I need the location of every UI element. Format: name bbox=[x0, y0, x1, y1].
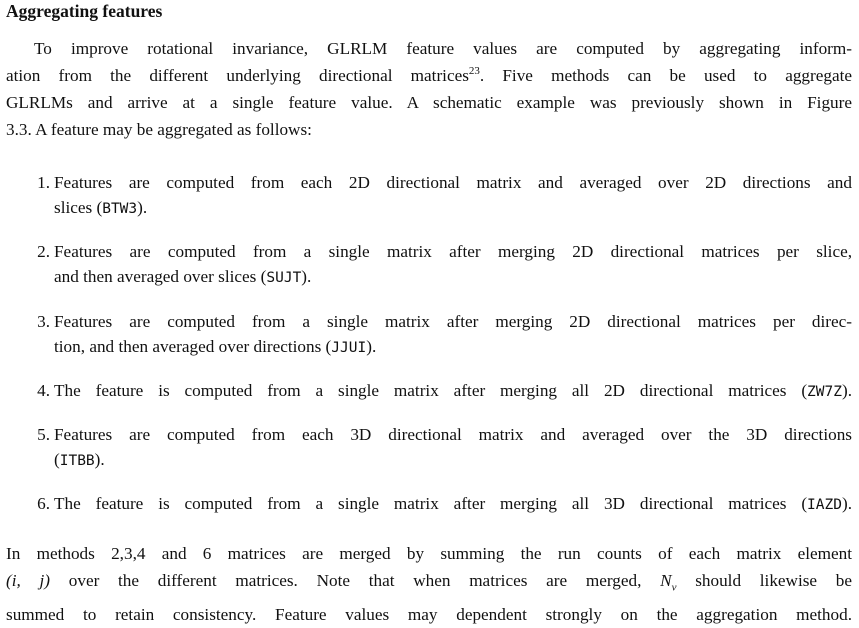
list-item-text: ). bbox=[94, 450, 105, 469]
section-heading: Aggregating features bbox=[6, 1, 163, 21]
list-item-line: Features are computed from a single matrix after merging 2D directional matrices per slice, bbox=[54, 242, 852, 261]
list-item-number: 2. bbox=[37, 242, 50, 261]
method-code: ZW7Z bbox=[807, 384, 842, 400]
list-item-number: 3. bbox=[37, 312, 50, 331]
list-item-line: Features are computed from each 3D directional matrix and averaged over the 3D directions bbox=[54, 425, 852, 444]
method-code: BTW3 bbox=[102, 201, 138, 217]
list-item-line: Features are computed from a single matrix after merging 2D directional matrices per direc- bbox=[54, 312, 852, 331]
list-item-number: 1. bbox=[37, 173, 50, 192]
list-item-line bbox=[54, 447, 852, 474]
list-item-text: The feature is computed from a single matrix after merging all 3D directional matrices ( bbox=[54, 494, 808, 513]
intro-line-3-text: GLRLMs and arrive at a single feature value. A schematic example was previously shown in Figure bbox=[6, 93, 852, 112]
list-item-line bbox=[54, 264, 852, 291]
variable-subscript: v bbox=[671, 581, 677, 594]
list-item-text: ). bbox=[137, 198, 148, 217]
footnote-reference: 23 bbox=[468, 65, 480, 77]
list-item-line: Features are computed from each 2D directional matrix and averaged over 2D directions and bbox=[54, 173, 852, 192]
list-item-line bbox=[54, 334, 852, 361]
index-pair-math: (i, j) bbox=[6, 571, 51, 590]
intro-line-1-text: To improve rotational invariance, GLRLM feature values are computed by aggregating inform- bbox=[34, 39, 852, 58]
list-item-text: and then averaged over slices ( bbox=[54, 267, 267, 286]
closing-paragraph bbox=[6, 540, 852, 628]
intro-line-2-text-b: . Five methods can be used to aggregate bbox=[479, 66, 852, 85]
closing-line-2 bbox=[6, 567, 852, 601]
list-item-number: 5. bbox=[37, 425, 50, 444]
closing-line-2-text-a: over the different matrices. Note that when matrices are merged, bbox=[50, 571, 661, 590]
list-item-text: slices ( bbox=[54, 198, 103, 217]
closing-line-1: In methods 2,3,4 and 6 matrices are merged by summing the run counts of each matrix element bbox=[6, 544, 852, 563]
list-item-line bbox=[54, 195, 852, 222]
list-item-text: ). bbox=[301, 267, 312, 286]
list-item-text: ). bbox=[366, 337, 377, 356]
list-item-text: tion, and then averaged over directions ( bbox=[54, 337, 332, 356]
list-item-text: ). bbox=[841, 381, 852, 400]
list-item-text: The feature is computed from a single matrix after merging all 2D directional matrices ( bbox=[54, 381, 808, 400]
method-code: JJUI bbox=[331, 340, 367, 356]
intro-line-3 bbox=[6, 89, 852, 116]
list-item-line bbox=[54, 378, 852, 405]
intro-line-2 bbox=[6, 62, 852, 89]
list-item-number: 4. bbox=[37, 381, 50, 400]
intro-line-4: 3.3. A feature may be aggregated as follows: bbox=[6, 120, 312, 139]
list-item-number: 6. bbox=[37, 494, 50, 513]
closing-line-3: summed to retain consistency. Feature values may dependent strongly on the aggregation method. bbox=[6, 605, 852, 625]
list-item-text: ). bbox=[841, 494, 852, 513]
variable-n-math: N bbox=[660, 571, 672, 590]
list-item-line bbox=[54, 491, 852, 518]
closing-line-2-text-b: should likewise be bbox=[676, 571, 852, 590]
method-code: SUJT bbox=[266, 270, 302, 286]
method-code: ITBB bbox=[59, 453, 95, 469]
intro-paragraph bbox=[6, 35, 852, 143]
list-item-text: ( bbox=[54, 450, 60, 469]
intro-line-2-text-a: ation from the different underlying directional matrices bbox=[6, 66, 469, 85]
intro-line-1 bbox=[6, 35, 852, 62]
method-code: IAZD bbox=[807, 497, 842, 513]
